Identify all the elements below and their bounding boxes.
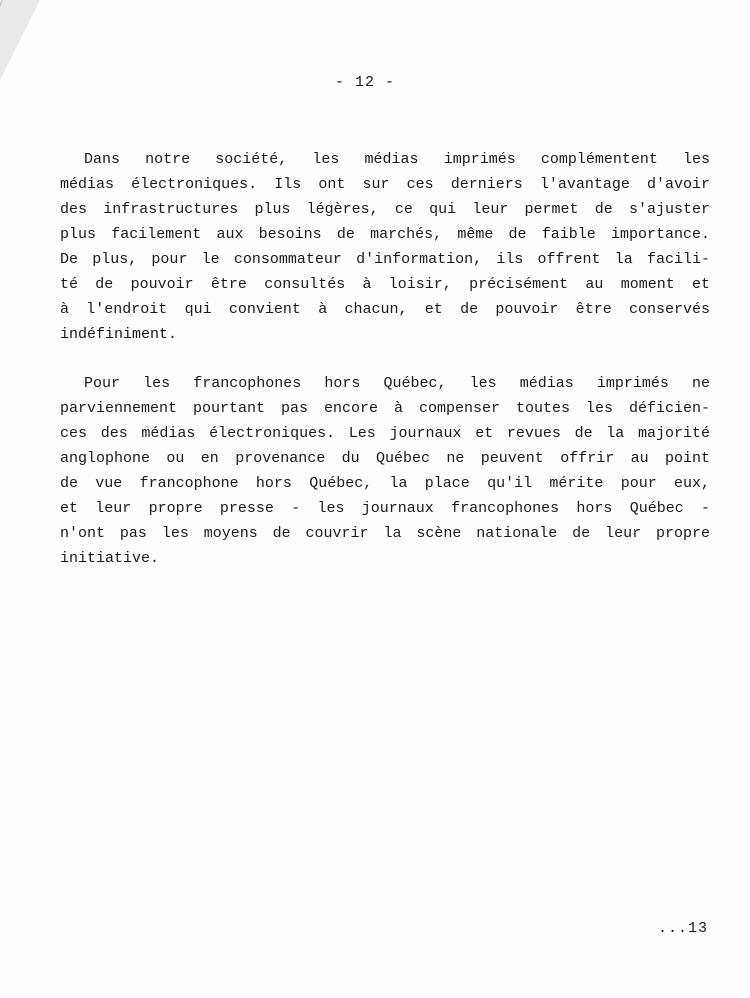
paragraph-line: plus facilement aux besoins de marchés, même de faible importance.: [60, 226, 710, 243]
paragraph-line: anglophone ou en provenance du Québec ne peuvent offrir au point: [60, 450, 710, 467]
paragraph-line: médias électroniques. Ils ont sur ces derniers l'avantage d'avoir: [60, 176, 710, 193]
paragraph-line: Pour les francophones hors Québec, les médias imprimés ne: [84, 375, 710, 392]
paragraph-line: indéfiniment.: [60, 326, 178, 343]
paragraph-line: Dans notre société, les médias imprimés complémentent les: [84, 151, 710, 168]
page-number: - 12 -: [334, 74, 395, 91]
paragraph-line: parviennement pourtant pas encore à compenser toutes les déficien-: [60, 400, 710, 417]
continued-marker: ...13: [657, 920, 708, 937]
paragraph-line: ces des médias électroniques. Les journaux et revues de la majorité: [60, 425, 710, 442]
paragraph-line: et leur propre presse - les journaux francophones hors Québec -: [60, 500, 710, 517]
paragraph-2: [60, 371, 710, 571]
paragraph-line: à l'endroit qui convient à chacun, et de pouvoir être conservés: [60, 301, 710, 318]
paragraph-1: [60, 147, 710, 347]
paragraph-line: des infrastructures plus légères, ce qui leur permet de s'ajuster: [60, 201, 710, 218]
paragraph-line: de vue francophone hors Québec, la place qu'il mérite pour eux,: [60, 475, 710, 492]
paragraph-line: n'ont pas les moyens de couvrir la scène nationale de leur propre: [60, 525, 710, 542]
paragraph-line: De plus, pour le consommateur d'information, ils offrent la facili-: [60, 251, 710, 268]
paragraph-line: té de pouvoir être consultés à loisir, précisément au moment et: [60, 276, 710, 293]
page-corner-fold: [0, 0, 40, 80]
paragraph-line: initiative.: [60, 550, 160, 567]
